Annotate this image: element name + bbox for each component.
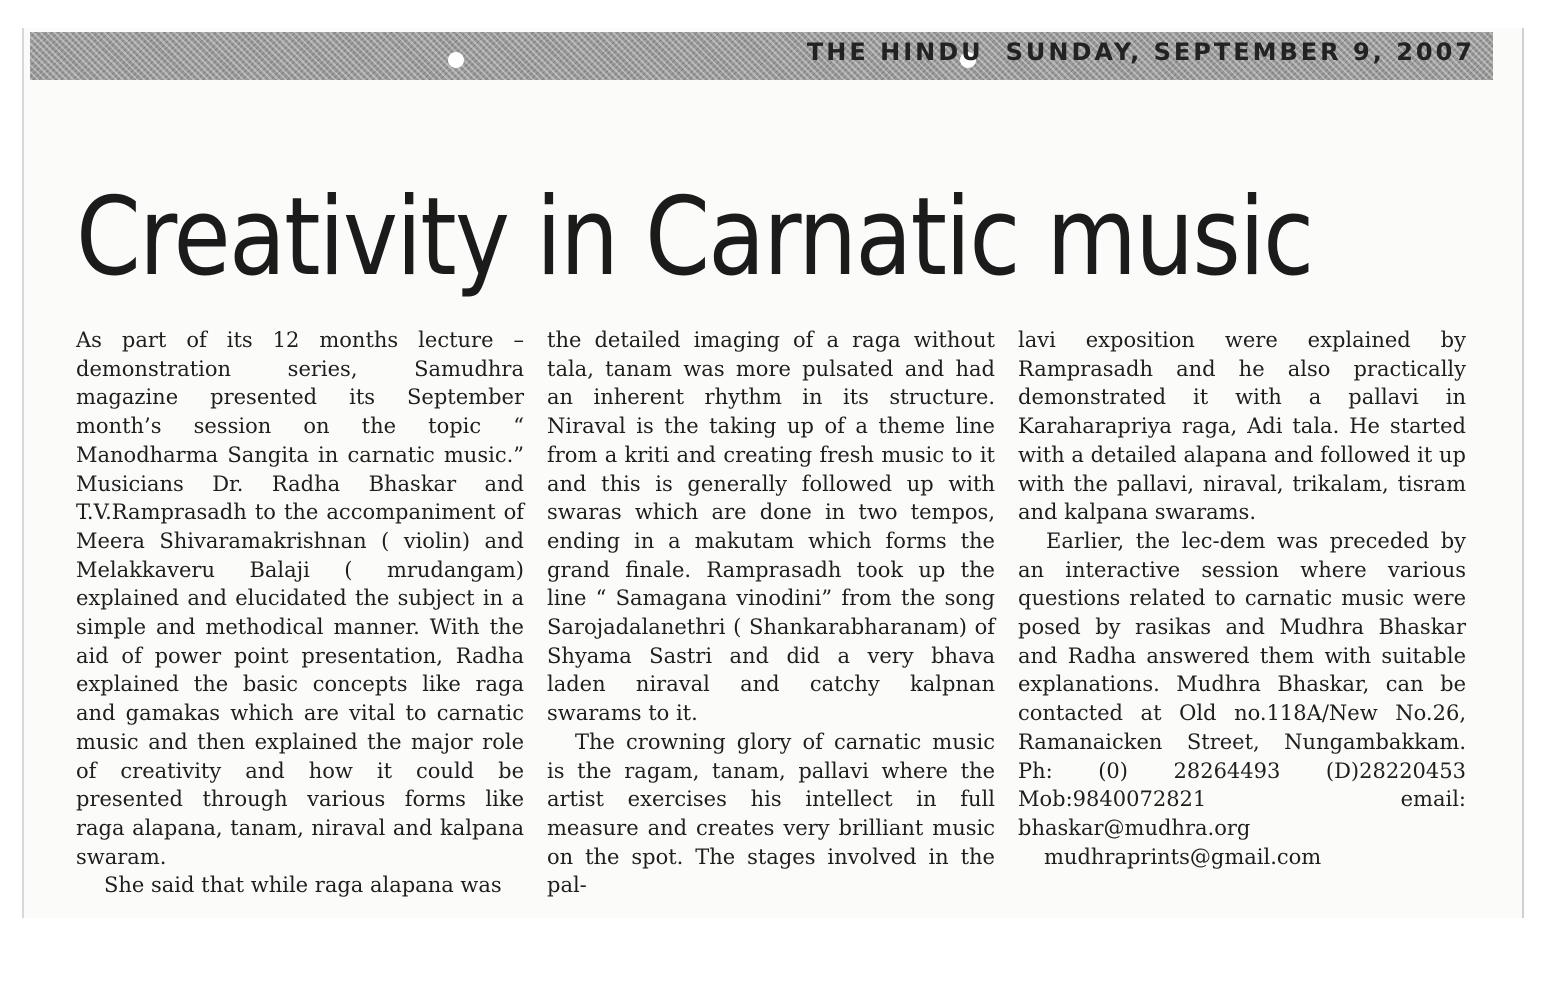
masthead-text [807,38,1475,66]
article-paragraph: the detailed imaging of a raga without tala, tanam was more pulsated and had an inherent rhythm in its structure. Niraval is the taking up of a theme line from a kriti and creating fresh music to it and this is generally followed up with swaras which are done in two tempos, ending in a makutam which forms the grand finale. Ramprasadh took up the line “ Samagana vinodini” from the song Sarojadalanethri ( Shankarabharanam) of Shyama Sastri and did a very bhava laden niraval and catchy kalpnan swarams to it. [547,328,995,726]
article-column-1 [76,326,524,900]
newspaper-clipping [22,28,1524,918]
masthead-band [30,32,1493,80]
issue-date: SUNDAY, SEPTEMBER 9, 2007 [1005,38,1475,66]
paper-name: THE HINDU [806,38,984,66]
contact-email: mudhraprints@gmail.com [1044,844,1322,869]
article-paragraph: Earlier, the lec-dem was preceded by an interactive session where various questions related to carnatic music were posed by rasikas and Mudhra Bhaskar and Radha answered them with suitable explanations. Mudhra Bhaskar, can be contacted at Old no.118A/New No.26, Ramanaicken Street, Nungambakkam. Ph: (0) 28264493 (D)28220453 Mob:9840072821 email: bhaskar@mudhra.org [1018,528,1466,840]
punch-hole [448,52,464,68]
article-paragraph: As part of its 12 months lecture – demonstration series, Samudhra magazine presented its September month’s session on the topic “ Manodharma Sangita in carnatic music.” Musicians Dr. Radha Bhaskar and T.V.Ramprasadh to the accompaniment of Meera Shivaramakrishnan ( violin) and Melakkaveru Balaji ( mrudangam) explained and elucidated the subject in a simple and methodical manner. With the aid of power point presentation, Radha explained the basic concepts like raga and gamakas which are vital to carnatic music and then explained the major role of creativity and how it could be presented through various forms like raga alapana, tanam, niraval and kalpana swaram. [76,328,524,869]
article-paragraph: She said that while raga alapana was [104,873,502,898]
article-column-3 [1018,326,1466,871]
article-headline: Creativity in Carnatic music [76,175,1313,300]
article-paragraph: The crowning glory of carnatic music is the ragam, tanam, pallavi where the artist exercises his intellect in full measure and creates very brilliant music on the spot. The stages involved in the pal- [547,729,995,898]
article-column-2 [547,326,995,900]
article-paragraph: lavi exposition were explained by Ramprasadh and he also practically demonstrated it with a pallavi in Karaharapriya raga, Adi tala. He started with a detailed alapana and followed it up with the pallavi, niraval, trikalam, tisram and kalpana swarams. [1018,328,1466,525]
